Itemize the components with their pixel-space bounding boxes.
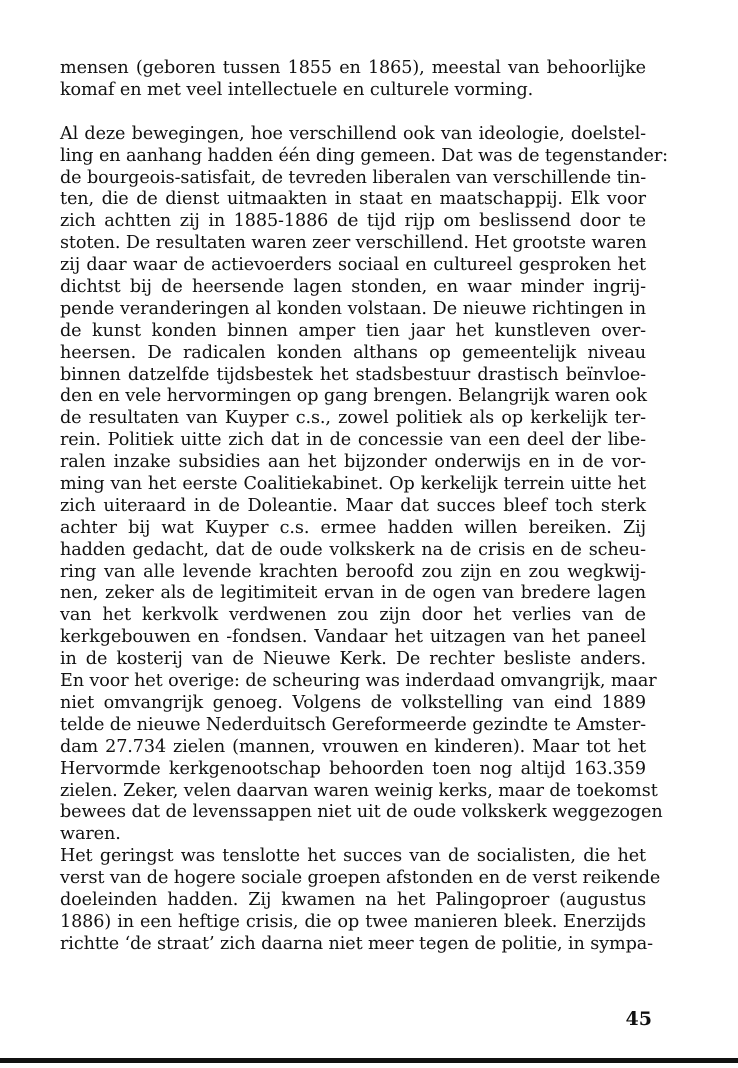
text-line: waren. [60,824,121,845]
text-line: in de kosterij van de Nieuwe Kerk. De rechter besliste anders. [60,649,646,670]
text-line: verst van de hogere sociale groepen afstonden en de verst reikende [60,868,661,889]
text-line: dichtst bij de heersende lagen stonden, en waar minder ingrij- [60,277,646,298]
text-line: bewees dat de levenssappen niet uit de oude volkskerk weggezogen [60,802,663,823]
text-line: stoten. De resultaten waren zeer verschillend. Het grootste waren [60,233,647,254]
text-line: 1886) in een heftige crisis, die op twee manieren bleek. Enerzijds [60,911,646,932]
text-line: ming van het eerste Coalitiekabinet. Op kerkelijk terrein uitte het [60,474,646,495]
text-line: ten, die de dienst uitmaakten in staat en maatschappij. Elk voor [60,189,646,210]
text-line: dam 27.734 zielen (mannen, vrouwen en kinderen). Maar tot het [60,736,646,757]
text-line: pende veranderingen al konden volstaan. De nieuwe richtingen in [60,298,646,319]
text-line: komaf en met veel intellectuele en culturele vorming. [60,79,534,100]
text-line: nen, zeker als de legitimiteit ervan in de ogen van bredere lagen [60,583,646,604]
text-line: Al deze bewegingen, hoe verschillend ook van ideologie, doelstel- [60,123,646,144]
text-line: En voor het overige: de scheuring was inderdaad omvangrijk, maar [60,671,657,692]
text-line: de kunst konden binnen amper tien jaar het kunstleven over- [60,320,646,341]
text-line: Het geringst was tenslotte het succes van de socialisten, die het [60,846,646,867]
paragraph-gap [60,102,646,124]
text-line: van het kerkvolk verdwenen zou zijn door het verlies van de [60,605,646,626]
text-line: kerkgebouwen en -fondsen. Vandaar het uitzagen van het paneel [60,627,646,648]
text-line: rein. Politiek uitte zich dat in de concessie van een deel der libe- [60,430,646,451]
body-text [60,58,669,956]
text-line: de bourgeois-satisfait, de tevreden liberalen van verschillende tin- [60,167,647,188]
text-line: zij daar waar de actievoerders sociaal en cultureel gesproken het [60,255,646,276]
paragraph [60,846,661,955]
page-number: 45 [625,1008,652,1030]
text-line: achter bij wat Kuyper c.s. ermee hadden willen bereiken. Zij [60,517,646,538]
text-line: hadden gedacht, dat de oude volkskerk na de crisis en de scheu- [60,539,646,560]
text-line: doeleinden hadden. Zij kwamen na het Palingoproer (augustus [60,889,646,910]
text-line: binnen datzelfde tijdsbestek het stadsbestuur drastisch beïnvloe- [60,364,646,385]
paragraph [60,58,646,102]
text-line: ring van alle levende krachten beroofd zou zijn en zou wegkwij- [60,561,646,582]
text-line: niet omvangrijk genoeg. Volgens de volkstelling van eind 1889 [60,692,646,713]
text-line: ling en aanhang hadden één ding gemeen. Dat was de tegenstander: [60,145,669,166]
text-line: mensen (geboren tussen 1855 en 1865), meestal van behoorlijke [60,58,646,78]
text-line: zich achtten zij in 1885-1886 de tijd rijp om beslissend door te [60,211,646,232]
text-line: zich uiteraard in de Doleantie. Maar dat succes bleef toch sterk [60,495,646,516]
text-line: de resultaten van Kuyper c.s., zowel politiek als op kerkelijk ter- [60,408,646,429]
footer-rule [0,1058,738,1063]
text-line: zielen. Zeker, velen daarvan waren weinig kerks, maar de toekomst [60,780,658,801]
text-line: telde de nieuwe Nederduitsch Gereformeerde gezindte te Amster- [60,714,646,735]
text-line: Hervormde kerkgenootschap behoorden toen nog altijd 163.359 [60,758,646,779]
text-line: ralen inzake subsidies aan het bijzonder onderwijs en in de vor- [60,452,646,473]
text-line: den en vele hervormingen op gang brengen. Belangrijk waren ook [60,386,647,407]
paragraph [60,123,669,846]
text-line: richtte ‘de straat’ zich daarna niet meer tegen de politie, in sympa- [60,933,653,954]
text-line: heersen. De radicalen konden althans op gemeentelijk niveau [60,342,646,363]
